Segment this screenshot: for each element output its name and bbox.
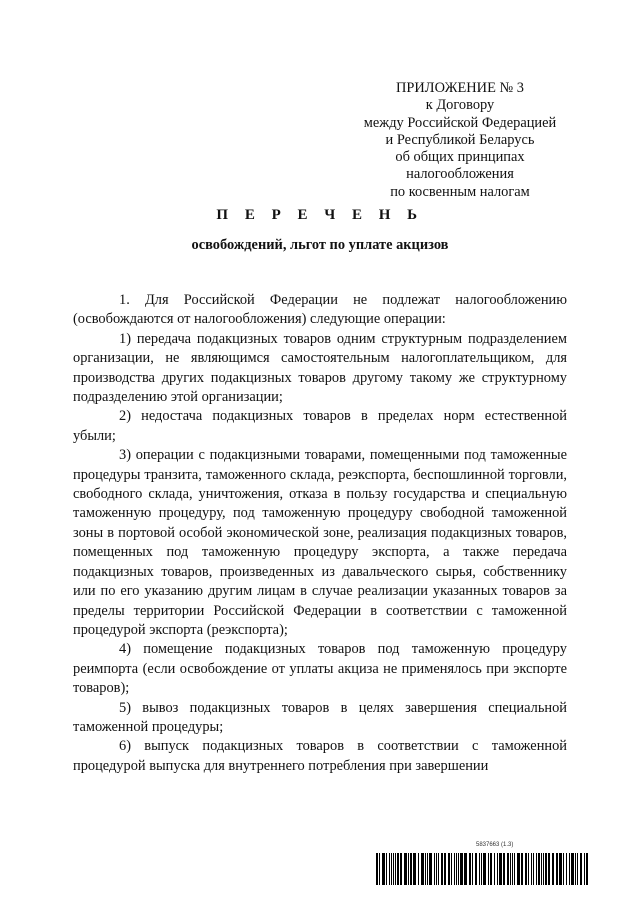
barcode-image [376,853,588,885]
document-subtitle: освобождений, льгот по уплате акцизов [191,237,449,253]
paragraph: 1. Для Российской Федерации не подлежат налогообложению (освобождаются от налогообложения) следующие операции: [73,292,567,328]
paragraph: 4) помещение подакцизных товаров под таможенную процедуру реимпорта (если освобождение от уплаты акциза не применялось при экспорте товаров); [73,641,567,697]
paragraph: 2) недостача подакцизных товаров в пределах норм естественной убыли; [73,408,567,444]
appendix-line: между Российской Федерацией [363,114,557,131]
appendix-line: ПРИЛОЖЕНИЕ № 3 [396,80,524,96]
document-title: П Е Р Е Ч Е Н Ь [216,207,424,223]
paragraph: 1) передача подакцизных товаров одним структурным подразделением организации, не являющимся самостоятельным налогоплательщиком, для производства других подакцизных товаров другому такому же структурному подразделению этой организации; [73,330,567,406]
paragraph: 6) выпуск подакцизных товаров в соответствии с таможенной процедурой выпуска для внутреннего потребления при завершении [73,738,567,774]
appendix-line: налогообложения [406,166,514,183]
paragraph: 3) операции с подакцизными товарами, помещенными под таможенные процедуры транзита, таможенного склада, реэкспорта, беспошлинной торговли, свободного склада, уничтожения, отказа в пользу государства и специальную таможенную процедуру, под таможенную процедуру свободной таможенной зоны в портовой особой экономической зоне, реализация подакцизных товаров, помещенных под таможенную процедуру экспорта, а также передача подакцизных товаров, произведенных из давальческого сырья, собственнику или по его указанию другим лицам в случае реализации указанных товаров за пределы территории Российской Федерации в соответствии с таможенной процедурой экспорта (реэкспорта); [73,447,567,638]
appendix-line: и Республикой Беларусь [385,131,535,148]
document-body [73,291,567,776]
paragraph: 5) вывоз подакцизных товаров в целях завершения специальной таможенной процедуры; [73,699,567,735]
appendix-line: к Договору [425,97,495,114]
appendix-line: об общих принципах [395,149,525,166]
barcode-number: 5837663 (1.3) [476,842,514,848]
appendix-line: по косвенным налогам [390,183,530,200]
appendix-header [330,80,590,201]
